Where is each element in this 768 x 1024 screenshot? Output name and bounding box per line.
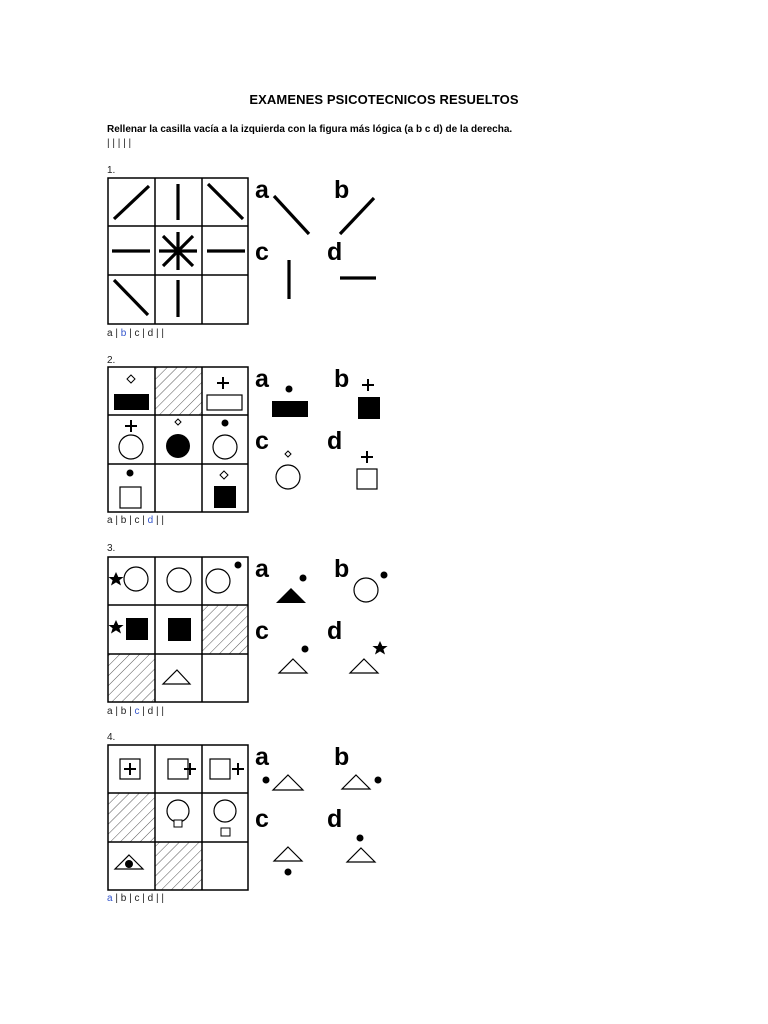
option-a-shape — [263, 777, 270, 784]
option-a-label[interactable]: a — [255, 743, 269, 771]
option-d-shape — [357, 835, 364, 842]
answer-c[interactable]: c — [134, 515, 140, 526]
answer-d[interactable]: d — [147, 328, 154, 339]
option-c-label[interactable]: c — [255, 427, 269, 455]
question-4-answers: a | b | c | d | | — [107, 893, 164, 904]
question-2-figure — [100, 365, 400, 515]
option-d-label[interactable]: d — [327, 427, 343, 455]
answer-b[interactable]: b — [120, 893, 127, 904]
option-a-shape — [276, 588, 306, 603]
answer-d[interactable]: d — [147, 515, 154, 526]
option-b-label[interactable]: b — [334, 365, 350, 393]
answer-c[interactable]: c — [134, 706, 140, 717]
option-a-label[interactable]: a — [255, 555, 269, 583]
answer-b[interactable]: b — [120, 328, 127, 339]
option-d-shape — [350, 659, 378, 673]
instructions: Rellenar la casilla vacía a la izquierda con la figura más lógica (a b c d) de la derecha. — [107, 124, 513, 135]
option-a-shape — [286, 386, 293, 393]
option-a-shape — [274, 196, 309, 234]
answer-b[interactable]: b — [120, 515, 127, 526]
option-a-label[interactable]: a — [255, 365, 269, 393]
answer-d[interactable]: d — [147, 706, 154, 717]
option-d-label[interactable]: d — [327, 617, 343, 645]
option-d-label[interactable]: d — [327, 238, 343, 266]
answer-d[interactable]: d — [147, 893, 154, 904]
option-c-label[interactable]: c — [255, 617, 269, 645]
option-b-shape — [362, 379, 374, 391]
answer-c[interactable]: c — [134, 328, 140, 339]
page-title: EXAMENES PSICOTECNICOS RESUELTOS — [249, 92, 519, 107]
option-b-label[interactable]: b — [334, 555, 350, 583]
option-b-label[interactable]: b — [334, 743, 350, 771]
question-1-answers: a | b | c | d | | — [107, 328, 164, 339]
option-d-label[interactable]: d — [327, 805, 343, 833]
question-4-figure — [100, 743, 400, 893]
option-d-shape — [361, 451, 373, 463]
question-2-number: 2. — [107, 355, 116, 366]
option-b-shape — [354, 578, 378, 602]
option-c-label[interactable]: c — [255, 238, 269, 266]
question-3-figure — [100, 555, 400, 705]
question-1-figure — [100, 176, 400, 326]
option-c-shape — [274, 847, 302, 861]
question-4-number: 4. — [107, 732, 116, 743]
option-c-shape — [285, 451, 291, 457]
question-3-answers: a | b | c | d | | — [107, 706, 164, 717]
option-c-shape — [279, 659, 307, 673]
answer-b[interactable]: b — [120, 706, 127, 717]
question-2-answers: a | b | c | d | | — [107, 515, 164, 526]
question-3-number: 3. — [107, 543, 116, 554]
option-a-label[interactable]: a — [255, 176, 269, 204]
question-1-number: 1. — [107, 165, 116, 176]
answer-a[interactable]: a — [107, 328, 113, 339]
answer-c[interactable]: c — [134, 893, 140, 904]
answer-a[interactable]: a — [107, 515, 113, 526]
answer-a[interactable]: a — [107, 706, 113, 717]
option-c-label[interactable]: c — [255, 805, 269, 833]
answer-a[interactable]: a — [107, 893, 113, 904]
option-b-shape — [342, 775, 370, 789]
separator-line: | | | | | — [107, 138, 132, 149]
option-b-label[interactable]: b — [334, 176, 350, 204]
